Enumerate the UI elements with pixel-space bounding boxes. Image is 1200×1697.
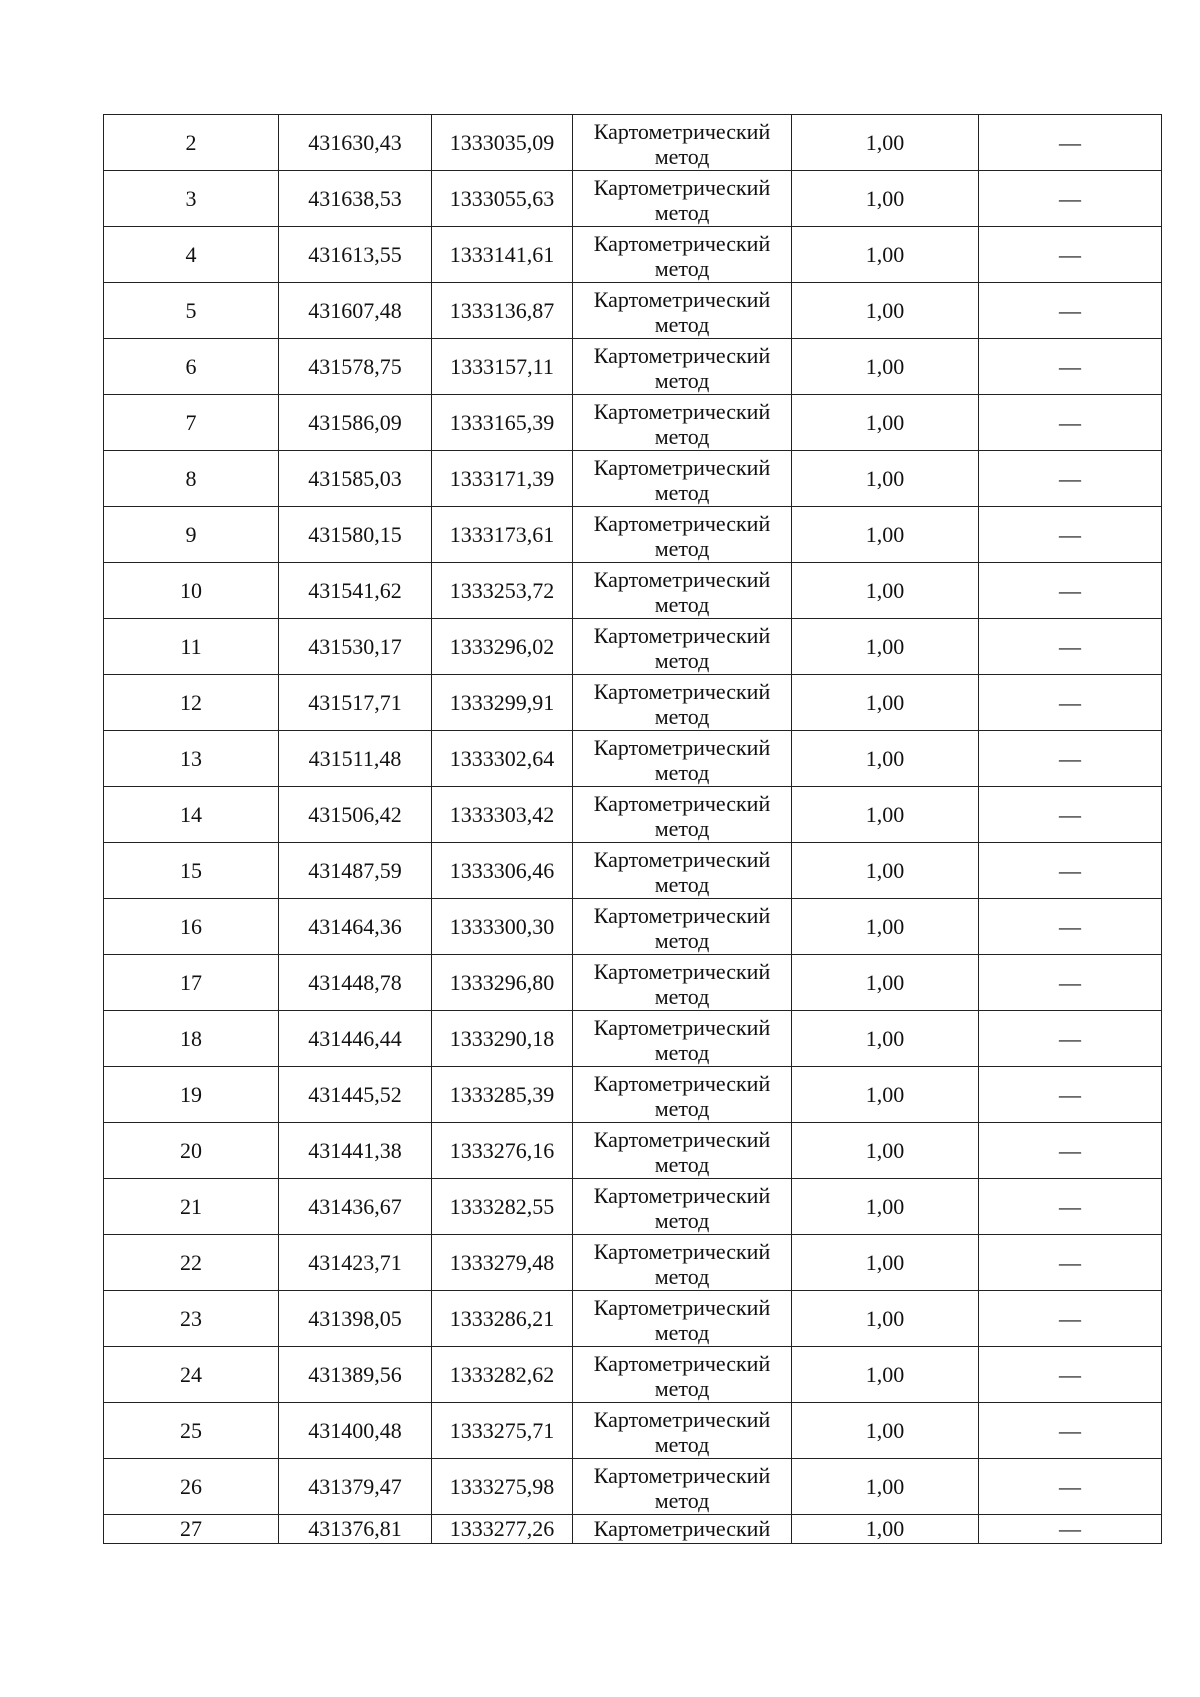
accuracy-cell: 1,00: [792, 1235, 979, 1291]
method-cell: [573, 171, 792, 227]
point-number-cell: 6: [104, 339, 279, 395]
method-cell: [573, 899, 792, 955]
table-row: [104, 1235, 1162, 1291]
note-cell: —: [979, 1067, 1162, 1123]
point-number-cell: 5: [104, 283, 279, 339]
y-coordinate-cell: 1333171,39: [432, 451, 573, 507]
method-cell: [573, 731, 792, 787]
x-coordinate-cell: 431578,75: [279, 339, 432, 395]
method-line-2: метод: [654, 927, 710, 953]
point-number-cell: 19: [104, 1067, 279, 1123]
y-coordinate-cell: 1333136,87: [432, 283, 573, 339]
method-line-1: Картометрический: [593, 678, 771, 704]
accuracy-cell: 1,00: [792, 1123, 979, 1179]
x-coordinate-cell: 431445,52: [279, 1067, 432, 1123]
table-row: [104, 507, 1162, 563]
note-cell: —: [979, 1235, 1162, 1291]
method-line-2: метод: [654, 647, 710, 673]
accuracy-cell: 1,00: [792, 507, 979, 563]
note-cell: —: [979, 507, 1162, 563]
y-coordinate-cell: 1333141,61: [432, 227, 573, 283]
accuracy-cell: 1,00: [792, 339, 979, 395]
method-line-2: метод: [654, 479, 710, 505]
note-cell: —: [979, 787, 1162, 843]
method-cell: [573, 787, 792, 843]
method-line-1: Картометрический: [593, 454, 771, 480]
point-number-cell: 15: [104, 843, 279, 899]
x-coordinate-cell: 431487,59: [279, 843, 432, 899]
method-line-1: Картометрический: [593, 1014, 771, 1040]
table-row: [104, 1011, 1162, 1067]
method-cell: [573, 955, 792, 1011]
x-coordinate-cell: 431541,62: [279, 563, 432, 619]
table-row: [104, 1067, 1162, 1123]
y-coordinate-cell: 1333286,21: [432, 1291, 573, 1347]
method-line-1: Картометрический: [593, 958, 771, 984]
table-row: [104, 1179, 1162, 1235]
method-cell: [573, 1235, 792, 1291]
method-cell: [573, 339, 792, 395]
accuracy-cell: 1,00: [792, 1515, 979, 1544]
accuracy-cell: 1,00: [792, 1179, 979, 1235]
x-coordinate-cell: 431441,38: [279, 1123, 432, 1179]
note-cell: —: [979, 843, 1162, 899]
note-cell: —: [979, 731, 1162, 787]
point-number-cell: 22: [104, 1235, 279, 1291]
note-cell: —: [979, 675, 1162, 731]
accuracy-cell: 1,00: [792, 1347, 979, 1403]
x-coordinate-cell: 431580,15: [279, 507, 432, 563]
method-line-2: метод: [654, 535, 710, 561]
note-cell: —: [979, 1011, 1162, 1067]
method-line-1: Картометрический: [593, 1070, 771, 1096]
x-coordinate-cell: 431511,48: [279, 731, 432, 787]
point-number-cell: 2: [104, 115, 279, 171]
method-cell: [573, 843, 792, 899]
table-row: [104, 955, 1162, 1011]
note-cell: —: [979, 115, 1162, 171]
accuracy-cell: 1,00: [792, 563, 979, 619]
table-row: [104, 899, 1162, 955]
table-row: [104, 675, 1162, 731]
table-row: [104, 787, 1162, 843]
method-cell: [573, 1123, 792, 1179]
x-coordinate-cell: 431585,03: [279, 451, 432, 507]
point-number-cell: 4: [104, 227, 279, 283]
table-row: [104, 451, 1162, 507]
method-line-2: метод: [654, 815, 710, 841]
method-line-1: Картометрический: [593, 1462, 771, 1488]
note-cell: —: [979, 171, 1162, 227]
method-cell: [573, 1515, 792, 1544]
point-number-cell: 9: [104, 507, 279, 563]
accuracy-cell: 1,00: [792, 283, 979, 339]
table-row: [104, 171, 1162, 227]
note-cell: —: [979, 1403, 1162, 1459]
point-number-cell: 13: [104, 731, 279, 787]
method-line-1: Картометрический: [593, 1294, 771, 1320]
note-cell: —: [979, 451, 1162, 507]
note-cell: —: [979, 1291, 1162, 1347]
point-number-cell: 8: [104, 451, 279, 507]
accuracy-cell: 1,00: [792, 899, 979, 955]
method-cell: [573, 507, 792, 563]
method-line-1: Картометрический: [593, 286, 771, 312]
x-coordinate-cell: 431436,67: [279, 1179, 432, 1235]
x-coordinate-cell: 431630,43: [279, 115, 432, 171]
note-cell: —: [979, 1459, 1162, 1515]
accuracy-cell: 1,00: [792, 1011, 979, 1067]
method-cell: [573, 1179, 792, 1235]
table-row: [104, 1403, 1162, 1459]
y-coordinate-cell: 1333285,39: [432, 1067, 573, 1123]
table-row: [104, 339, 1162, 395]
method-line-2: метод: [654, 703, 710, 729]
method-line-2: метод: [654, 255, 710, 281]
y-coordinate-cell: 1333299,91: [432, 675, 573, 731]
note-cell: —: [979, 1347, 1162, 1403]
point-number-cell: 17: [104, 955, 279, 1011]
method-cell: [573, 1347, 792, 1403]
method-line-1: Картометрический: [593, 230, 771, 256]
y-coordinate-cell: 1333282,55: [432, 1179, 573, 1235]
point-number-cell: 12: [104, 675, 279, 731]
method-line-2: метод: [654, 1039, 710, 1065]
method-line-1: Картометрический: [593, 846, 771, 872]
method-line-1: Картометрический: [593, 174, 771, 200]
table-row: [104, 843, 1162, 899]
x-coordinate-cell: 431506,42: [279, 787, 432, 843]
table-row: [104, 1515, 1162, 1544]
method-line-2: метод: [654, 1487, 710, 1513]
method-line-2: метод: [654, 1375, 710, 1401]
y-coordinate-cell: 1333279,48: [432, 1235, 573, 1291]
y-coordinate-cell: 1333296,02: [432, 619, 573, 675]
note-cell: —: [979, 283, 1162, 339]
x-coordinate-cell: 431464,36: [279, 899, 432, 955]
table-row: [104, 731, 1162, 787]
y-coordinate-cell: 1333035,09: [432, 115, 573, 171]
method-cell: [573, 395, 792, 451]
point-number-cell: 21: [104, 1179, 279, 1235]
y-coordinate-cell: 1333303,42: [432, 787, 573, 843]
point-number-cell: 3: [104, 171, 279, 227]
accuracy-cell: 1,00: [792, 227, 979, 283]
table-row: [104, 1459, 1162, 1515]
method-line-2: метод: [654, 311, 710, 337]
accuracy-cell: 1,00: [792, 1291, 979, 1347]
note-cell: —: [979, 339, 1162, 395]
x-coordinate-cell: 431376,81: [279, 1515, 432, 1544]
point-number-cell: 14: [104, 787, 279, 843]
method-cell: [573, 1291, 792, 1347]
method-cell: [573, 563, 792, 619]
accuracy-cell: 1,00: [792, 955, 979, 1011]
method-cell: [573, 115, 792, 171]
method-line-2: метод: [654, 1319, 710, 1345]
y-coordinate-cell: 1333275,71: [432, 1403, 573, 1459]
point-number-cell: 23: [104, 1291, 279, 1347]
method-line-2: метод: [654, 199, 710, 225]
note-cell: —: [979, 899, 1162, 955]
x-coordinate-cell: 431638,53: [279, 171, 432, 227]
table-row: [104, 115, 1162, 171]
method-cell: [573, 1011, 792, 1067]
accuracy-cell: 1,00: [792, 675, 979, 731]
accuracy-cell: 1,00: [792, 619, 979, 675]
table-row: [104, 227, 1162, 283]
x-coordinate-cell: 431400,48: [279, 1403, 432, 1459]
accuracy-cell: 1,00: [792, 787, 979, 843]
coordinates-table-body: [104, 115, 1162, 1544]
note-cell: —: [979, 1179, 1162, 1235]
y-coordinate-cell: 1333165,39: [432, 395, 573, 451]
accuracy-cell: 1,00: [792, 395, 979, 451]
note-cell: —: [979, 619, 1162, 675]
method-line-2: метод: [654, 591, 710, 617]
note-cell: —: [979, 395, 1162, 451]
table-row: [104, 619, 1162, 675]
point-number-cell: 7: [104, 395, 279, 451]
accuracy-cell: 1,00: [792, 451, 979, 507]
y-coordinate-cell: 1333306,46: [432, 843, 573, 899]
x-coordinate-cell: 431530,17: [279, 619, 432, 675]
point-number-cell: 24: [104, 1347, 279, 1403]
method-line-1: Картометрический: [593, 1516, 771, 1541]
x-coordinate-cell: 431607,48: [279, 283, 432, 339]
method-line-1: Картометрический: [593, 1182, 771, 1208]
method-line-1: Картометрический: [593, 398, 771, 424]
table-row: [104, 1291, 1162, 1347]
y-coordinate-cell: 1333302,64: [432, 731, 573, 787]
method-cell: [573, 1459, 792, 1515]
method-line-1: Картометрический: [593, 118, 771, 144]
y-coordinate-cell: 1333253,72: [432, 563, 573, 619]
y-coordinate-cell: 1333282,62: [432, 1347, 573, 1403]
note-cell: —: [979, 227, 1162, 283]
table-row: [104, 1347, 1162, 1403]
note-cell: —: [979, 563, 1162, 619]
x-coordinate-cell: 431379,47: [279, 1459, 432, 1515]
note-cell: —: [979, 955, 1162, 1011]
method-line-2: метод: [654, 423, 710, 449]
x-coordinate-cell: 431398,05: [279, 1291, 432, 1347]
table-row: [104, 1123, 1162, 1179]
accuracy-cell: 1,00: [792, 843, 979, 899]
method-line-1: Картометрический: [593, 902, 771, 928]
point-number-cell: 20: [104, 1123, 279, 1179]
y-coordinate-cell: 1333157,11: [432, 339, 573, 395]
y-coordinate-cell: 1333277,26: [432, 1515, 573, 1544]
point-number-cell: 10: [104, 563, 279, 619]
note-cell: —: [979, 1123, 1162, 1179]
method-line-1: Картометрический: [593, 1126, 771, 1152]
method-line-1: Картометрический: [593, 510, 771, 536]
accuracy-cell: 1,00: [792, 1067, 979, 1123]
table-row: [104, 395, 1162, 451]
point-number-cell: 27: [104, 1515, 279, 1544]
x-coordinate-cell: 431446,44: [279, 1011, 432, 1067]
point-number-cell: 26: [104, 1459, 279, 1515]
accuracy-cell: 1,00: [792, 731, 979, 787]
method-line-2: метод: [654, 1431, 710, 1457]
method-line-1: Картометрический: [593, 342, 771, 368]
point-number-cell: 25: [104, 1403, 279, 1459]
x-coordinate-cell: 431586,09: [279, 395, 432, 451]
accuracy-cell: 1,00: [792, 115, 979, 171]
method-line-2: метод: [654, 1207, 710, 1233]
y-coordinate-cell: 1333055,63: [432, 171, 573, 227]
method-cell: [573, 619, 792, 675]
method-cell: [573, 675, 792, 731]
point-number-cell: 11: [104, 619, 279, 675]
method-line-2: метод: [654, 871, 710, 897]
method-line-2: метод: [654, 983, 710, 1009]
y-coordinate-cell: 1333275,98: [432, 1459, 573, 1515]
method-line-1: Картометрический: [593, 790, 771, 816]
y-coordinate-cell: 1333296,80: [432, 955, 573, 1011]
method-line-2: метод: [654, 759, 710, 785]
y-coordinate-cell: 1333300,30: [432, 899, 573, 955]
accuracy-cell: 1,00: [792, 1459, 979, 1515]
method-line-1: Картометрический: [593, 1350, 771, 1376]
x-coordinate-cell: 431613,55: [279, 227, 432, 283]
table-row: [104, 563, 1162, 619]
y-coordinate-cell: 1333290,18: [432, 1011, 573, 1067]
method-line-2: метод: [654, 1095, 710, 1121]
y-coordinate-cell: 1333173,61: [432, 507, 573, 563]
method-cell: [573, 1067, 792, 1123]
method-line-1: Картометрический: [593, 622, 771, 648]
method-cell: [573, 283, 792, 339]
method-line-1: Картометрический: [593, 734, 771, 760]
accuracy-cell: 1,00: [792, 1403, 979, 1459]
note-cell: —: [979, 1515, 1162, 1544]
table-row: [104, 283, 1162, 339]
method-cell: [573, 227, 792, 283]
y-coordinate-cell: 1333276,16: [432, 1123, 573, 1179]
method-line-1: Картометрический: [593, 1406, 771, 1432]
x-coordinate-cell: 431448,78: [279, 955, 432, 1011]
method-line-1: Картометрический: [593, 1238, 771, 1264]
method-line-2: метод: [654, 143, 710, 169]
x-coordinate-cell: 431423,71: [279, 1235, 432, 1291]
point-number-cell: 16: [104, 899, 279, 955]
method-cell: [573, 1403, 792, 1459]
method-line-2: метод: [654, 1151, 710, 1177]
method-cell: [573, 451, 792, 507]
method-line-2: метод: [654, 1263, 710, 1289]
method-line-1: Картометрический: [593, 566, 771, 592]
x-coordinate-cell: 431389,56: [279, 1347, 432, 1403]
method-line-2: метод: [654, 367, 710, 393]
point-number-cell: 18: [104, 1011, 279, 1067]
accuracy-cell: 1,00: [792, 171, 979, 227]
x-coordinate-cell: 431517,71: [279, 675, 432, 731]
coordinates-table: [103, 114, 1162, 1544]
